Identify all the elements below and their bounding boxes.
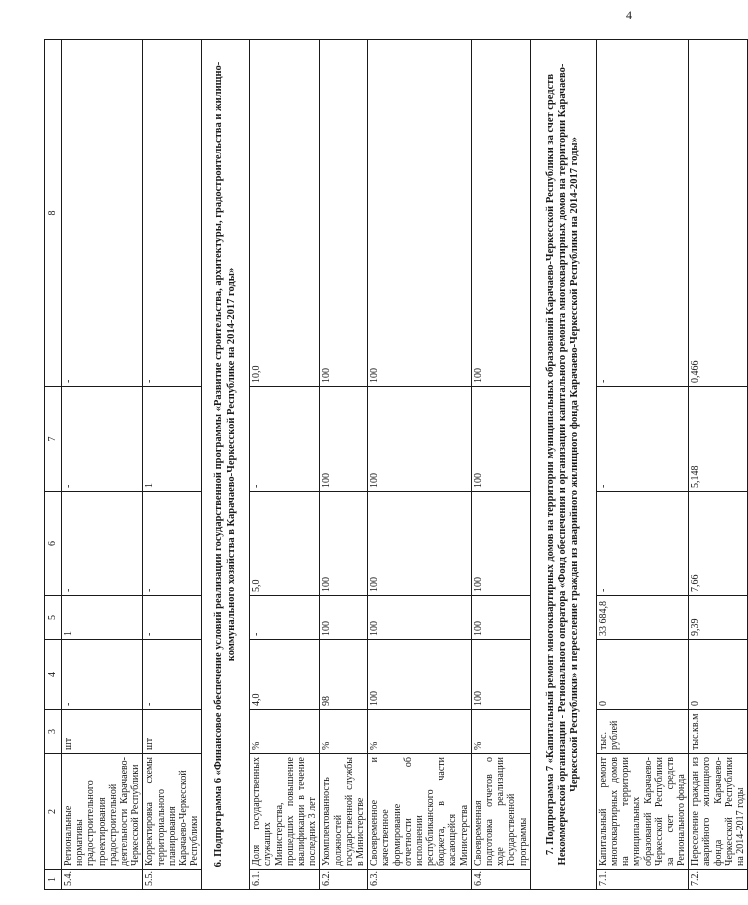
value-cell: - bbox=[250, 596, 320, 640]
table-row bbox=[320, 40, 368, 890]
value-cell: - bbox=[250, 387, 320, 492]
header-cell: 7 bbox=[45, 387, 62, 492]
value-cell: 4,0 bbox=[250, 640, 320, 710]
value-cell: 100 bbox=[471, 40, 530, 387]
section-row bbox=[530, 40, 596, 890]
value-cell: 100 bbox=[320, 387, 368, 492]
indicator-name: Укомплектованность должностей государственной службы в Министерстве bbox=[320, 754, 368, 870]
value-cell: 100 bbox=[320, 40, 368, 387]
table-row bbox=[368, 40, 472, 890]
indicator-name: Корректировка схемы территориального планирования Карачаево-Черкесской Республики bbox=[143, 754, 202, 870]
value-cell: 100 bbox=[471, 640, 530, 710]
indicator-name: Своевременное и качественное формирование отчетности об исполнении республиканского бюджета, в части касающейся Министерства bbox=[368, 754, 472, 870]
header-cell: 8 bbox=[45, 40, 62, 387]
value-cell: 100 bbox=[368, 492, 472, 596]
unit-cell: шт bbox=[62, 710, 143, 754]
value-cell: 100 bbox=[368, 387, 472, 492]
row-number: 6.4. bbox=[471, 870, 530, 890]
table-row bbox=[471, 40, 530, 890]
value-cell: - bbox=[596, 492, 689, 596]
unit-cell: тыс. рублей bbox=[596, 710, 689, 754]
header-cell: 6 bbox=[45, 492, 62, 596]
header-cell: 4 bbox=[45, 640, 62, 710]
indicator-table bbox=[44, 39, 748, 890]
header-row bbox=[45, 40, 62, 890]
row-number: 5.5. bbox=[143, 870, 202, 890]
table-row bbox=[689, 40, 748, 890]
value-cell: 1 bbox=[62, 596, 143, 640]
value-cell: 100 bbox=[368, 40, 472, 387]
value-cell: 0,466 bbox=[689, 40, 748, 387]
value-cell: 33 684,8 bbox=[596, 596, 689, 640]
header-cell: 2 bbox=[45, 754, 62, 870]
row-number: 6.1. bbox=[250, 870, 320, 890]
header-cell: 1 bbox=[45, 870, 62, 890]
indicator-name: Переселение граждан из аварийного жилищного фонда Карачаево-Черкесской Республики на 2014-2017 годы bbox=[689, 754, 748, 870]
unit-cell: % bbox=[368, 710, 472, 754]
value-cell: - bbox=[143, 40, 202, 387]
header-cell: 5 bbox=[45, 596, 62, 640]
unit-cell: тыс.кв.м bbox=[689, 710, 748, 754]
unit-cell: % bbox=[471, 710, 530, 754]
value-cell: 100 bbox=[471, 596, 530, 640]
value-cell: 100 bbox=[471, 387, 530, 492]
value-cell: - bbox=[62, 640, 143, 710]
unit-cell: % bbox=[320, 710, 368, 754]
value-cell: 100 bbox=[368, 640, 472, 710]
page-number: 4 bbox=[626, 8, 632, 22]
header-cell: 3 bbox=[45, 710, 62, 754]
indicator-name: Доля государственных служащих Министерства, прошедших повышение квалификации в течение последних 3 лет bbox=[250, 754, 320, 870]
value-cell: - bbox=[596, 387, 689, 492]
value-cell: 1 bbox=[143, 387, 202, 492]
value-cell: 5,148 bbox=[689, 387, 748, 492]
value-cell: 5,0 bbox=[250, 492, 320, 596]
unit-cell: % bbox=[250, 710, 320, 754]
indicator-name: Региональные нормативы градостроительного проектирования градостроительной деятельности Карачаево-Черкесской Республики bbox=[62, 754, 143, 870]
value-cell: 0 bbox=[596, 640, 689, 710]
value-cell: 0 bbox=[689, 640, 748, 710]
row-number: 6.2. bbox=[320, 870, 368, 890]
value-cell: - bbox=[143, 640, 202, 710]
value-cell: - bbox=[143, 492, 202, 596]
indicator-table-page bbox=[44, 40, 746, 890]
value-cell: - bbox=[62, 40, 143, 387]
value-cell: - bbox=[596, 40, 689, 387]
value-cell: 9,39 bbox=[689, 596, 748, 640]
value-cell: 100 bbox=[320, 492, 368, 596]
table-row bbox=[250, 40, 320, 890]
row-number: 6.3. bbox=[368, 870, 472, 890]
section-title: 7. Подпрограмма 7 «Капитальный ремонт многоквартирных домов на территории муниципальных образований Карачаево-Черкесской Республики за счет средств Некоммерческой организации - Регионального оператора «Фонд обеспечения и организации капитального ремонта многоквартирных домов на территории Карачаево-Черкесской Республики» и переселение граждан из аварийного жилищного фонда Карачаево-Черкесской Республики на 2014-2017 годы» bbox=[530, 40, 596, 890]
unit-cell: шт bbox=[143, 710, 202, 754]
table-row bbox=[143, 40, 202, 890]
value-cell: - bbox=[62, 387, 143, 492]
value-cell: 7,66 bbox=[689, 492, 748, 596]
value-cell: 100 bbox=[471, 492, 530, 596]
indicator-name: Капитальный ремонт многоквартирных домов на территории муниципальных образований Карачаево-Черкесской Республики за счет средств Регионального фонда bbox=[596, 754, 689, 870]
value-cell: - bbox=[143, 596, 202, 640]
value-cell: - bbox=[62, 492, 143, 596]
section-title: 6. Подпрограмма 6 «Финансовое обеспечение условий реализации государственной программы «Развитие строительства, архитектуры, градостроительства и жилищно-коммунального хозяйства в Карачаево-Черкесской Республике на 2014-2017 годы» bbox=[202, 40, 250, 890]
row-number: 7.2. bbox=[689, 870, 748, 890]
row-number: 5.4. bbox=[62, 870, 143, 890]
indicator-name: Своевременная подготовка отчетов о ходе реализации Государственной программы bbox=[471, 754, 530, 870]
section-row bbox=[202, 40, 250, 890]
table-row bbox=[62, 40, 143, 890]
table-row bbox=[596, 40, 689, 890]
value-cell: 100 bbox=[368, 596, 472, 640]
value-cell: 100 bbox=[320, 596, 368, 640]
row-number: 7.1. bbox=[596, 870, 689, 890]
value-cell: 98 bbox=[320, 640, 368, 710]
value-cell: 10,0 bbox=[250, 40, 320, 387]
